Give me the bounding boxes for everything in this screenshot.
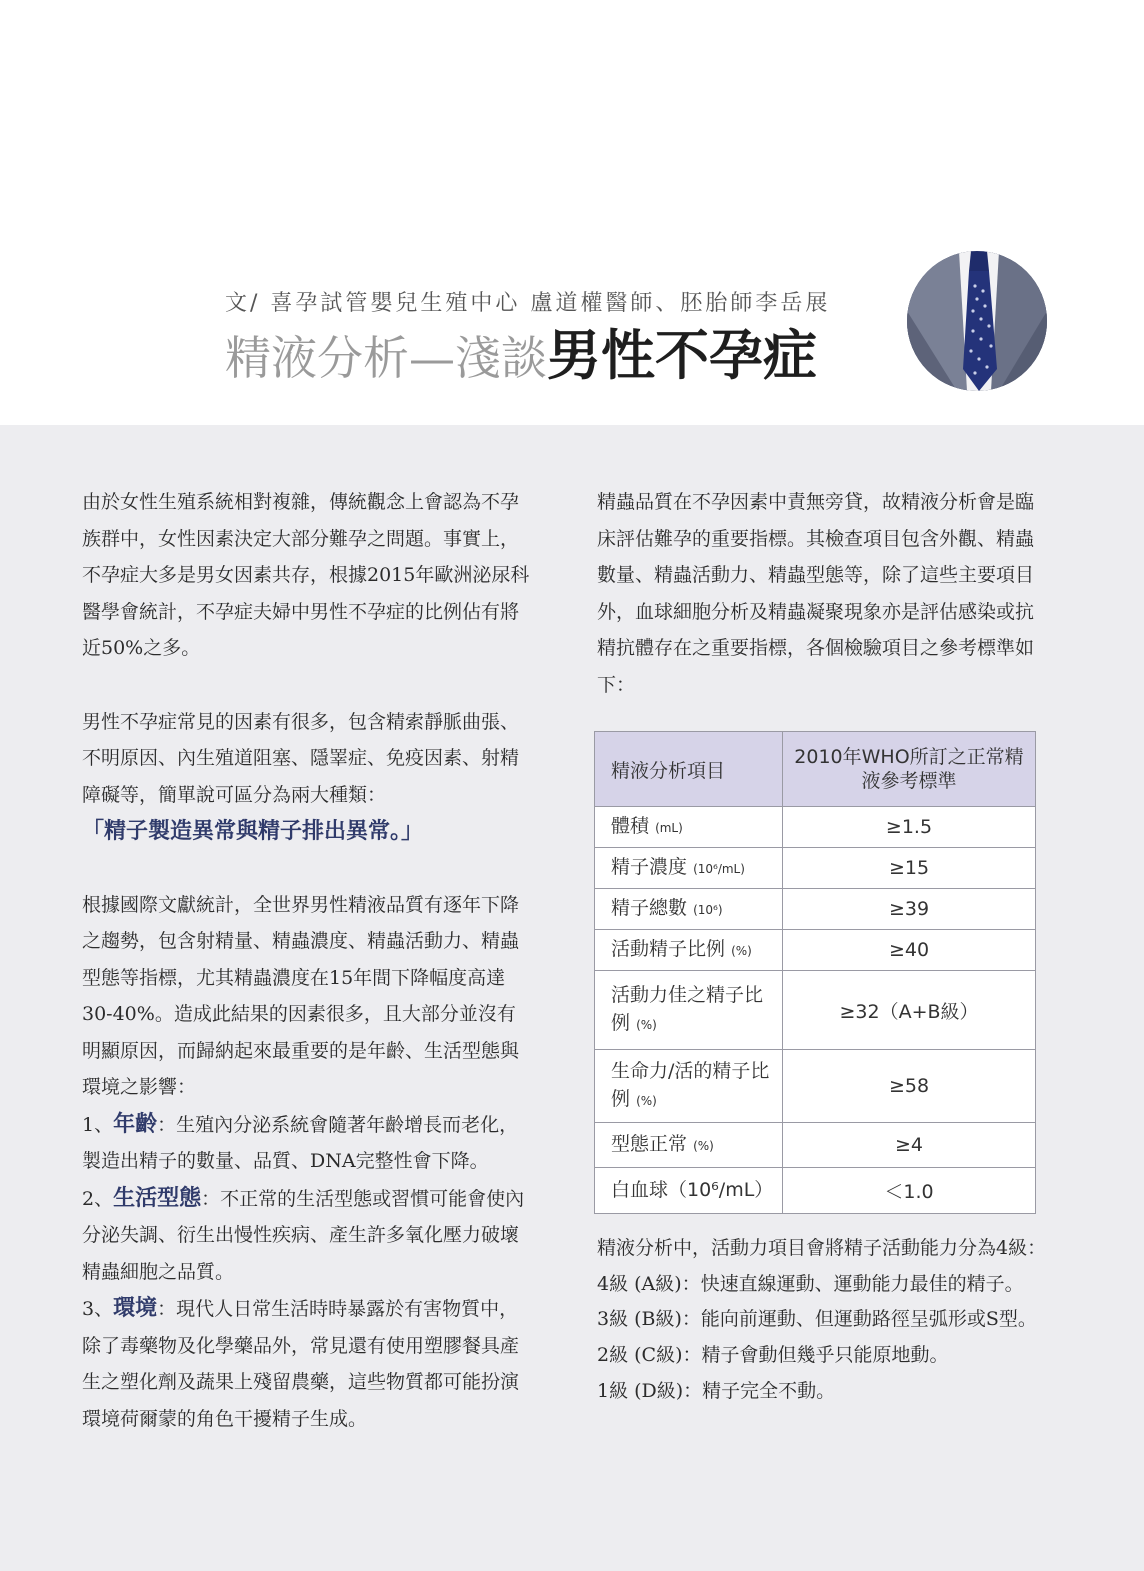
byline: 文/ 喜孕試管嬰兒生殖中心 盧道權醫師、胚胎師李岳展: [225, 291, 831, 316]
intro-paragraph: 由於女性生殖系統相對複雜，傳統觀念上會認為不孕族群中，女性因素決定大部分難孕之問題。事實上，不孕症大多是男女因素共存，根據2015年歐洲泌尿科醫學會統計，不孕症夫婦中男性不孕症的比例佔有將近50%之多。: [82, 491, 530, 659]
article-header: [0, 0, 1144, 425]
table-row: 精子濃度 (10⁶/mL) ≥15: [595, 848, 1036, 889]
factor-item-lifestyle: 2、生活型態：不正常的生活型態或習慣可能會使內分泌失調、衍生出慢性疾病、產生許多氧化壓力破壞精蟲細胞之品質。: [82, 1184, 525, 1283]
suit-tie-illustration: [907, 251, 1047, 391]
highlight-quote: 「精子製造異常與精子排出異常。」: [82, 818, 424, 844]
table-row: 體積 (mL) ≥1.5: [595, 807, 1036, 848]
causes-paragraph: 男性不孕症常見的因素有很多，包含精索靜脈曲張、不明原因、內生殖道阻塞、隱睪症、免疫因素、射精障礙等，簡單說可區分為兩大種類：: [82, 710, 520, 806]
author-photo: [907, 251, 1047, 391]
right-column: [597, 484, 1047, 703]
motility-section: [597, 1231, 1047, 1410]
title-main: 男性不孕症: [547, 323, 817, 387]
grade-item: 1級 (D級)：精子完全不動。: [597, 1379, 836, 1402]
factor-item-age: 1、年齡：生殖內分泌系統會隨著年齡增長而老化，製造出精子的數量、品質、DNA完整性會下降。: [82, 1110, 519, 1172]
table-header-row: [595, 732, 1036, 807]
analysis-paragraph: 精蟲品質在不孕因素中責無旁貸，故精液分析會是臨床評估難孕的重要指標。其檢查項目包含外觀、精蟲數量、精蟲活動力、精蟲型態等，除了這些主要項目外，血球細胞分析及精蟲凝聚現象亦是評估感染或抗精抗體存在之重要指標，各個檢驗項目之參考標準如下：: [597, 491, 1035, 696]
factor-item-environment: 3、環境：現代人日常生活時時暴露於有害物質中，除了毒藥物及化學藥品外，常見還有使用塑膠餐具產生之塑化劑及蔬果上殘留農藥，這些物質都可能扮演環境荷爾蒙的角色干擾精子生成。: [82, 1295, 520, 1430]
semen-reference-table: [594, 731, 1036, 1214]
table-row: 型態正常 (%) ≥4: [595, 1123, 1036, 1168]
table-row: 活動力佳之精子比例 (%) ≥32（A+B級）: [595, 971, 1036, 1050]
table-row: 精子總數 (10⁶) ≥39: [595, 889, 1036, 930]
title-prefix: 精液分析—淺談: [225, 331, 547, 385]
factor-keyword: 年齡: [113, 1110, 158, 1137]
grade-item: 4級 (A級)：快速直線運動、運動能力最佳的精子。: [597, 1272, 1024, 1295]
left-column: [82, 484, 532, 1437]
statistics-paragraph: 根據國際文獻統計，全世界男性精液品質有逐年下降之趨勢，包含射精量、精蟲濃度、精蟲活動力、精蟲型態等指標，尤其精蟲濃度在15年間下降幅度高達30-40%。造成此結果的因素很多，且大部分並沒有明顯原因，而歸納起來最重要的是年齡、生活型態與環境之影響：: [82, 893, 520, 1098]
table-row: 白血球（10⁶/mL） ＜1.0: [595, 1168, 1036, 1214]
factor-keyword: 生活型態: [113, 1184, 202, 1211]
grade-item: 2級 (C級)：精子會動但幾乎只能原地動。: [597, 1344, 949, 1367]
table-row: 生命力/活的精子比例 (%) ≥58: [595, 1050, 1036, 1123]
table-header-item: 精液分析項目: [595, 732, 783, 807]
article-title: [225, 323, 817, 387]
table-header-standard: 2010年WHO所訂之正常精液參考標準: [783, 732, 1036, 807]
motility-intro: 精液分析中，活動力項目會將精子活動能力分為4級：: [597, 1237, 1047, 1259]
table-row: 活動精子比例 (%) ≥40: [595, 930, 1036, 971]
factor-keyword: 環境: [113, 1295, 158, 1321]
grade-item: 3級 (B級)：能向前運動、但運動路徑呈弧形或S型。: [597, 1308, 1037, 1331]
